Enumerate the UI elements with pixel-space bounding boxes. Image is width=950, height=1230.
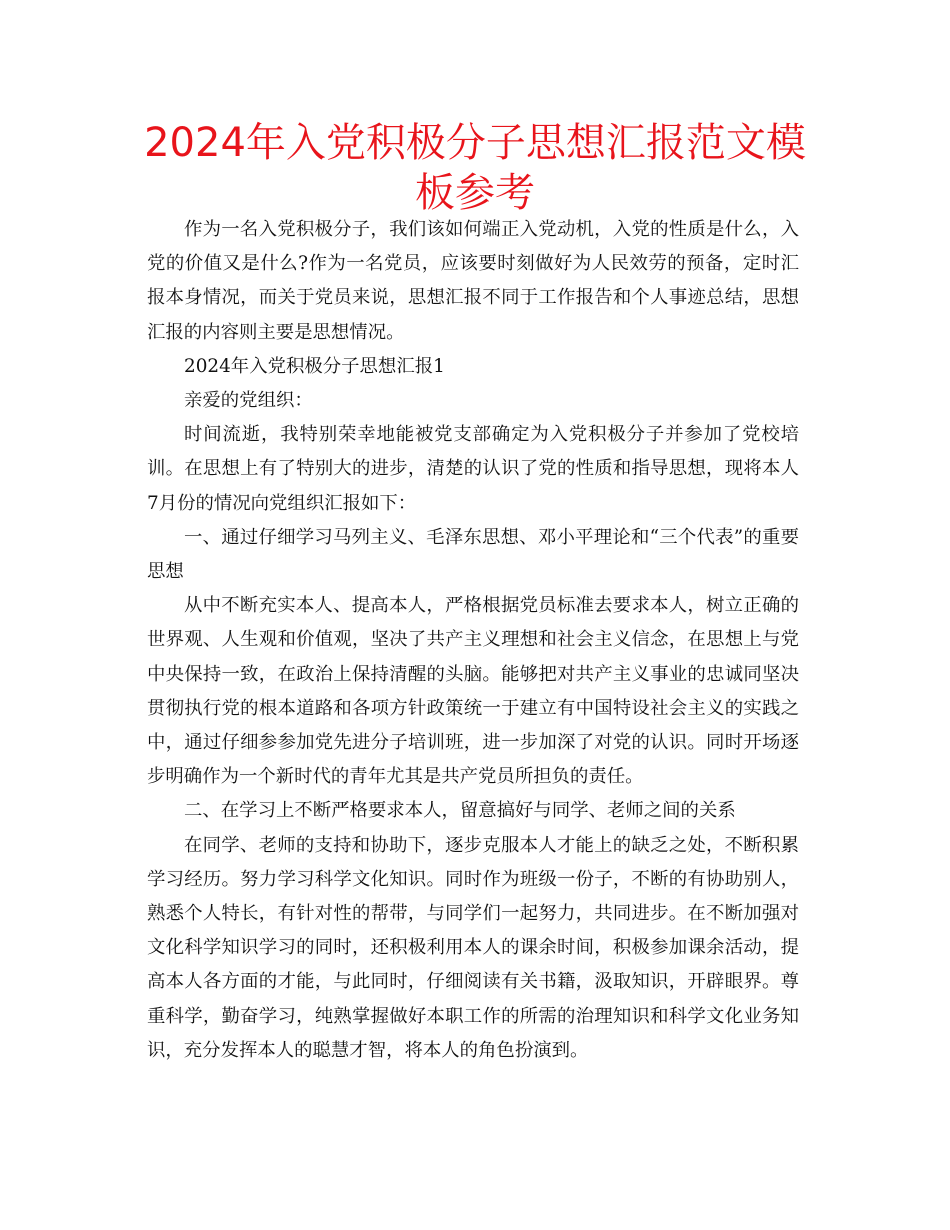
paragraph: 在同学、老师的支持和协助下，逐步克服本人才能上的缺乏之处，不断积累学习经历。努力学习科学文化知识。同时作为班级一份子，不断的有协助别人，熟悉个人特长，有针对性的帮带，与同学们一起努力，共同进步。在不断加强对文化科学知识学习的同时，还积极利用本人的课余时间，积极参加课余活动，提高本人各方面的才能，与此同时，仔细阅读有关书籍，汲取知识，开辟眼界。尊重科学，勤奋学习，纯熟掌握做好本职工作的所需的治理知识和科学文化业务知识，充分发挥本人的聪慧才智，将本人的角色扮演到。 (147, 834, 799, 1061)
subheading-1: 一、通过仔细学习马列主义、毛泽东思想、邓小平理论和“三个代表”的重要思想 (147, 526, 799, 583)
document-title: 2024年入党积极分子思想汇报范文模板参考 (144, 120, 806, 216)
paragraph: 从中不断充实本人、提高本人，严格根据党员标准去要求本人，树立正确的世界观、人生观和价值观，坚决了共产主义理想和社会主义信念，在思想上与党中央保持一致，在政治上保持清醒的头脑。能够把对共产主义事业的忠诚同坚决贯彻执行党的根本道路和各项方针政策统一于建立有中国特设社会主义的实践之中，通过仔细参参加党先进分子培训班，进一步加深了对党的认识。同时开场逐步明确作为一个新时代的青年尤其是共产党员所担负的责任。 (147, 595, 799, 788)
subheading-2: 二、在学习上不断严格要求本人，留意搞好与同学、老师之间的关系 (184, 800, 736, 822)
section-heading: 2024年入党积极分子思想汇报1 (184, 355, 445, 377)
paragraph: 时间流逝，我特别荣幸地能被党支部确定为入党积极分子并参加了党校培训。在思想上有了特别大的进步，清楚的认识了党的性质和指导思想，现将本人7月份的情况向党组织汇报如下： (147, 424, 799, 514)
salutation: 亲爱的党组织： (184, 390, 313, 412)
document-body (147, 213, 799, 1068)
paragraph-intro: 作为一名入党积极分子，我们该如何端正入党动机，入党的性质是什么，入党的价值又是什么?作为一名党员，应该要时刻做好为人民效劳的预备，定时汇报本身情况，而关于党员来说，思想汇报不同于工作报告和个人事迹总结，思想汇报的内容则主要是思想情况。 (147, 219, 799, 343)
